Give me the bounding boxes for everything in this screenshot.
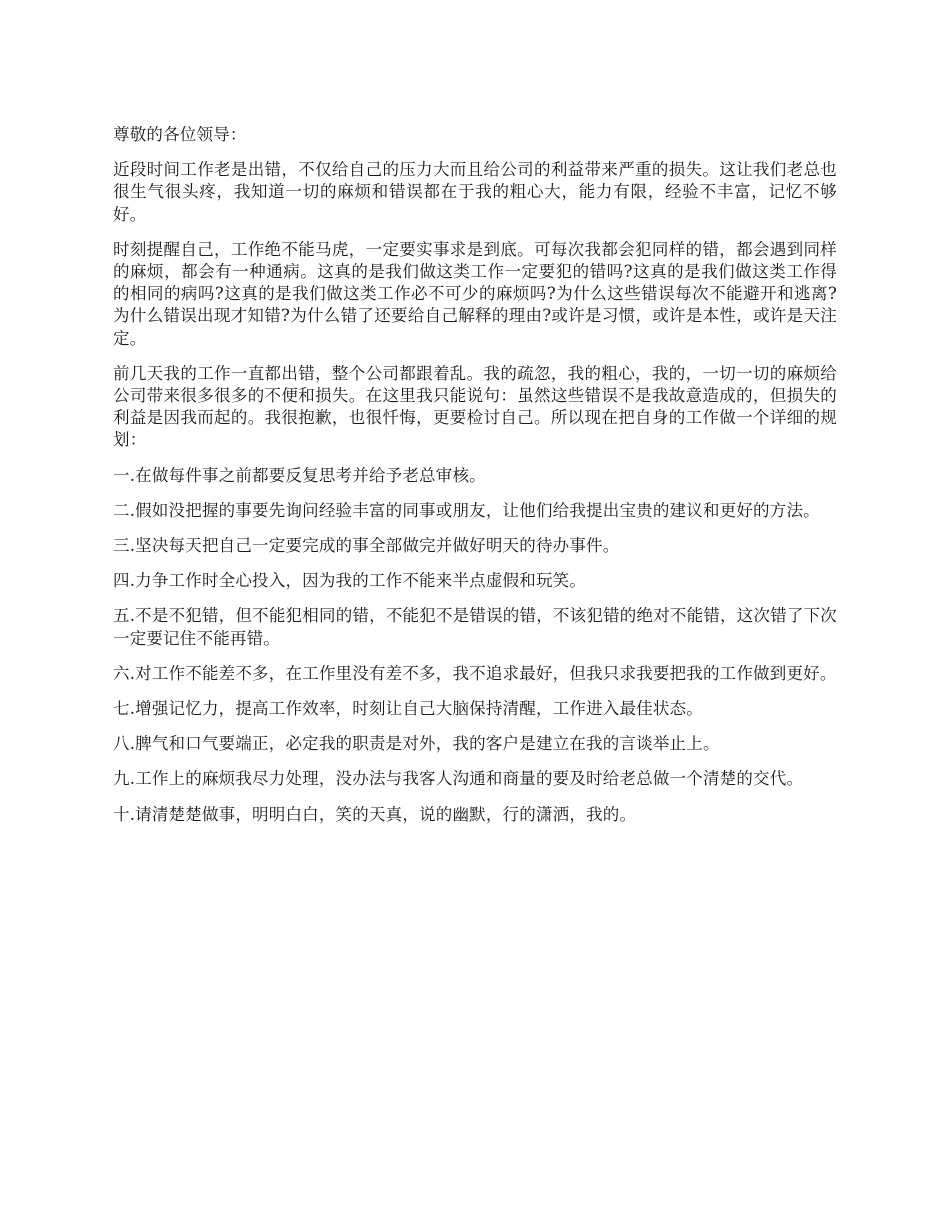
plan-item-8: 八.脾气和口气要端正，必定我的职责是对外，我的客户是建立在我的言谈举止上。 — [113, 734, 720, 754]
plan-item-4: 四.力争工作时全心投入，因为我的工作不能来半点虚假和玩笑。 — [113, 571, 587, 591]
paragraph-apology: 前几天我的工作一直都出错，整个公司都跟着乱。我的疏忽，我的粗心，我的，一切一切的麻烦给公司带来很多很多的不便和损失。在这里我只能说句：虽然这些错误不是我故意造成的，但损失的利益是因我而起的。我很抱歉，也很忏悔，更要检讨自己。所以现在把自身的工作做一个详细的规划： — [113, 363, 837, 450]
document-body — [113, 124, 837, 839]
plan-item-2: 二.假如没把握的事要先询问经验丰富的同事或朋友，让他们给我提出宝贵的建议和更好的方法。 — [113, 500, 820, 520]
plan-item-5: 五.不是不犯错，但不能犯相同的错，不能犯不是错误的错，不该犯错的绝对不能错，这次错了下次一定要记住不能再错。 — [113, 606, 837, 648]
plan-item-7: 七.增强记忆力，提高工作效率，时刻让自己大脑保持清醒，工作进入最佳状态。 — [113, 699, 703, 719]
plan-item-1: 一.在做每件事之前都要反复思考并给予老总审核。 — [113, 465, 486, 485]
paragraph-intro: 近段时间工作老是出错，不仅给自己的压力大而且给公司的利益带来严重的损失。这让我们老总也很生气很头疼，我知道一切的麻烦和错误都在于我的粗心大，能力有限，经验不丰富，记忆不够好。 — [113, 160, 837, 224]
plan-item-10: 十.请清楚楚做事，明明白白，笑的天真，说的幽默，行的潇洒，我的。 — [113, 804, 637, 824]
paragraph-reflection: 时刻提醒自己，工作绝不能马虎，一定要实事求是到底。可每次我都会犯同样的错，都会遇到同样的麻烦，都会有一种通病。这真的是我们做这类工作一定要犯的错吗?这真的是我们做这类工作得的相同的病吗?这真的是我们做这类工作必不可少的麻烦吗?为什么这些错误每次不能避开和逃离?为什么错误出现才知错?为什么错了还要给自己解释的理由?或许是习惯，或许是本性，或许是天注定。 — [113, 239, 837, 348]
plan-item-6: 六.对工作不能差不多，在工作里没有差不多，我不追求最好，但我只求我要把我的工作做到更好。 — [113, 663, 837, 683]
plan-item-3: 三.坚决每天把自己一定要完成的事全部做完并做好明天的待办事件。 — [113, 536, 620, 556]
plan-item-9: 九.工作上的麻烦我尽力处理，没办法与我客人沟通和商量的要及时给老总做一个清楚的交代。 — [113, 769, 804, 789]
salutation: 尊敬的各位领导： — [113, 125, 247, 144]
